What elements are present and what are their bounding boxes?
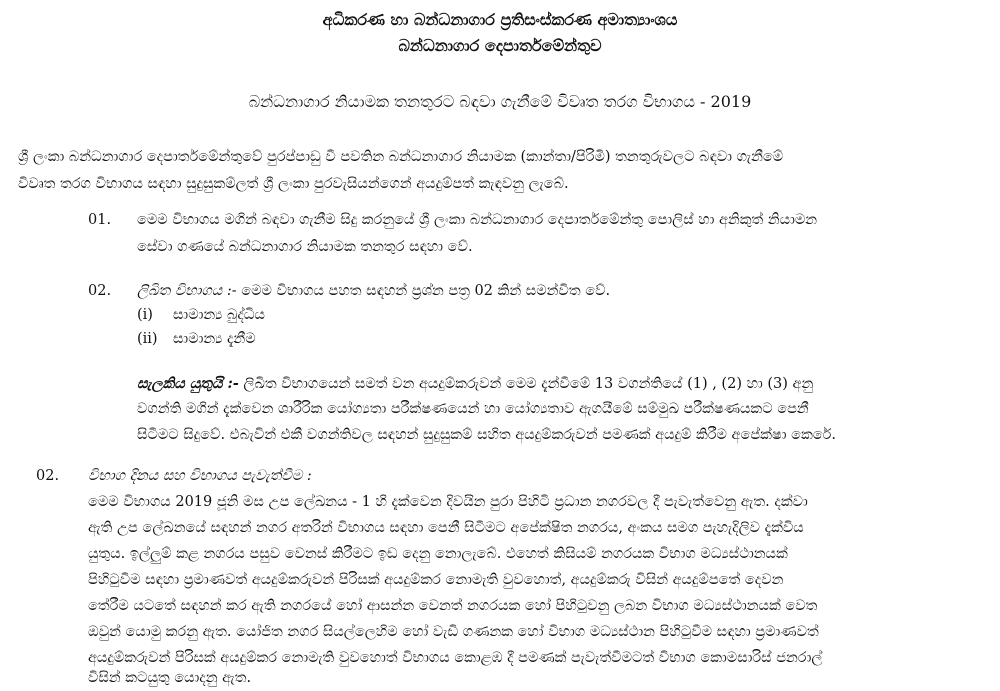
section-number: 01. xyxy=(88,212,112,228)
exam-title: බන්ධනාගාර නියාමක තනතුරට බඳවා ගැනීමේ විවෘත තරග විභාගය - 2019 xyxy=(248,92,752,111)
paper-number: (ii) xyxy=(137,331,158,347)
paragraph-line: ඇති උප ලේඛනයේ සඳහන් නගර අතරින් විභාගය සඳහා පෙනී සිටීමට අපේක්ෂිත නගරය, අංකය සමග පැහැදිලිව දැක්විය xyxy=(88,520,804,536)
section1-line: සේවා ගණයේ බන්ධනාගාර නියාමක තනතුර සඳහා වේ. xyxy=(137,239,473,255)
written-exam-label: ලිඛිත විභාගය :- xyxy=(137,283,237,299)
intro-line: විවෘත තරග විභාගය සඳහා සුදුසුකම්ලත් ශ්‍රී ලංකා පුරවැසියන්ගෙන් අයදුම්පත් කැඳවනු ලැබේ. xyxy=(18,176,569,192)
note-text: ලිඛිත විභාගයෙන් සමත් වන අයදුම්කරුවන් මෙම දැන්වීමේ 13 වගන්තියේ (1) , (2) හා (3) අනු xyxy=(238,376,814,392)
section-number: 02. xyxy=(88,283,112,299)
paper-number: (i) xyxy=(137,307,153,323)
section1-line: මෙම විභාගය මගින් බඳවා ගැනීම සිදු කරනුයේ ශ්‍රී ලංකා බන්ධනාගාර දෙපාර්තමේන්තු පොලිස් හා අනිකුත් නියාමන xyxy=(137,212,818,228)
paragraph-line: පිහිටුවීම සඳහා ප්‍රමාණවත් අයදුම්කරුවන් පිරිසක් අයදුම්කර නොමැති වුවහොත්, අයදුම්කරු විසින් අයදුම්පතේ දෙවන xyxy=(88,572,784,588)
intro-line: ශ්‍රී ලංකා බන්ධනාගාර දෙපාර්තමේන්තුවේ පුරප්පාඩු වී පවතින බන්ධනාගාර නියාමක (කාන්තා/පිරිමි) තනතුරුවලට බඳවා ගැනීමේ xyxy=(18,149,784,165)
paragraph-line: යුතුය. ඉල්ලුම් කළ නගරය පසුව වෙනස් කිරීමට ඉඩ දෙනු නොලැබේ. එහෙත් කිසියම් නගරයක විභාග මධ්‍යස්ථානයක් xyxy=(88,546,788,562)
paragraph-line: ඔවුන් යොමු කරනු ඇත. යෝජිත නගර සියල්ලෙහිම හෝ වැඩි ගණනක හෝ විභාග මධ්‍යස්ථාන පිහිටුවීම සඳහා ප්‍රමාණවත් xyxy=(88,624,819,640)
note-line xyxy=(137,375,813,392)
exam-date-heading: විභාග දිනය සහ විභාගය පැවැත්වීම : xyxy=(88,468,312,484)
department-title: බන්ධනාගාර දෙපාර්තමේන්තුව xyxy=(398,36,602,55)
note-label: සැලකිය යුතුයි :- xyxy=(137,375,239,392)
ministry-title: අධිකරණ හා බන්ධනාගාර ප්‍රතිසංස්කරණ අමාත්‍යාංශය xyxy=(322,10,678,29)
paragraph-line: විසින් කටයුතු යොදනු ඇත. xyxy=(88,670,252,686)
written-exam-text: මෙම විභාගය පහත සඳහන් ප්‍රශ්න පත්‍ර 02 කින් සමන්විත වේ. xyxy=(236,283,611,299)
note-line: වගන්ති මගින් දැක්වෙන ශාරීරික යෝග්‍යතා පරීක්ෂණයෙන් හා යෝග්‍යතාව ඇගයීමේ සම්මුඛ පරීක්ෂණයකට පෙනී xyxy=(137,401,809,417)
paper-name: සාමාන්‍ය බුද්ධිය xyxy=(173,307,265,323)
section-number: 02. xyxy=(36,468,60,484)
paragraph-line: මෙම විභාගය 2019 ජූනි මස උප ලේඛනය - 1 හි දැක්වෙන දිවයින පුරා පිහිටි ප්‍රධාන නගරවල දී පැවැත්වෙනු ඇත. දක්වා xyxy=(88,494,808,510)
paragraph-line: අයදුම්කරුවන් පිරිසක් අයදුම්කර නොමැති වුවහොත් විභාගය කොළඹ දී පමණක් පැවැත්වීමටත් විභාග කොමසාරිස් ජනරාල් xyxy=(88,650,823,666)
written-exam-line xyxy=(137,283,610,299)
note-line: සිටීමට සිදුවේ. එබැවින් එකී වගන්තිවල සඳහන් සුදුසුකම් සහිත අයදුම්කරුවන් පමණක් අයදුම් කිරීම අපේක්ෂා කෙරේ. xyxy=(137,427,837,443)
paragraph-line: තේරීම යටතේ සඳහන් කර ඇති නගරයේ හෝ ආසන්න වෙනත් නගරයක හෝ පිහිටුවනු ලබන විභාග මධ්‍යස්ථානයක් වෙත xyxy=(88,598,818,614)
paper-name: සාමාන්‍ය දැනීම xyxy=(173,331,256,347)
